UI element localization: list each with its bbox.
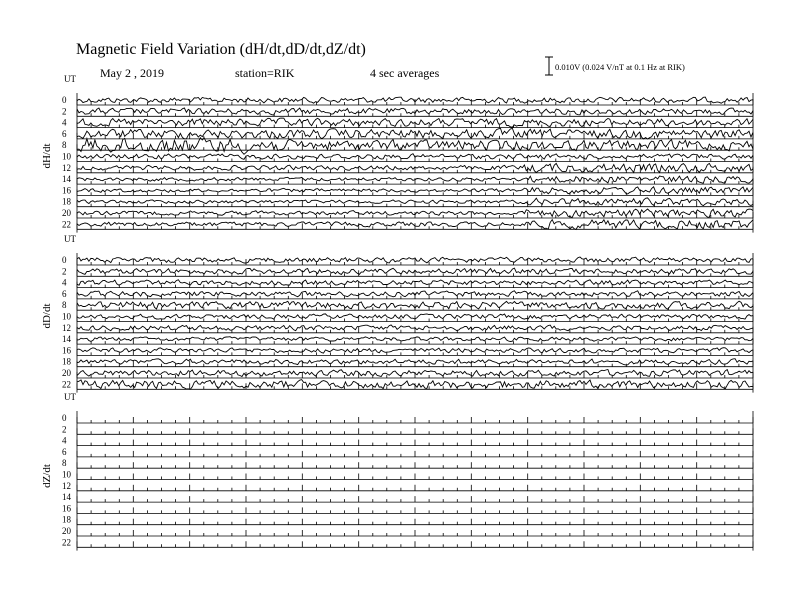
scale-bar-label: 0.010V (0.024 V/nT at 0.1 Hz at RIK) <box>555 62 685 72</box>
ut-row-label: 6 <box>62 288 67 299</box>
ut-row-label: 4 <box>62 117 67 128</box>
dd-dt-axis-label: dD/dt <box>41 303 53 329</box>
ut-row-label: 10 <box>62 151 71 162</box>
date-label: May 2 , 2019 <box>100 66 164 80</box>
ut-row-label: 14 <box>62 174 71 185</box>
averaging-label: 4 sec averages <box>370 66 440 80</box>
dh-dt-axis-label: dH/dt <box>41 143 53 169</box>
ut-row-label: 10 <box>62 311 71 322</box>
ut-row-label: 16 <box>62 185 71 196</box>
scale-bar <box>545 57 553 75</box>
dd-dt-ut-title: UT <box>64 234 76 244</box>
ut-row-label: 18 <box>62 356 71 367</box>
ut-row-label: 8 <box>62 458 67 469</box>
ut-row-label: 8 <box>62 300 67 311</box>
ut-row-label: 6 <box>62 128 67 139</box>
ut-row-label: 14 <box>62 492 71 503</box>
ut-row-label: 6 <box>62 446 67 457</box>
ut-row-label: 20 <box>62 368 71 378</box>
dz-dt-axis-label: dZ/dt <box>41 464 53 488</box>
dh-dt-ut-title: UT <box>64 74 76 84</box>
ut-row-label: 18 <box>62 196 71 207</box>
ut-row-label: 18 <box>62 514 71 525</box>
ut-row-label: 0 <box>62 255 67 265</box>
chart-title: Magnetic Field Variation (dH/dt,dD/dt,dZ/dt) <box>76 41 366 58</box>
ut-row-label: 16 <box>62 503 71 514</box>
ut-row-label: 12 <box>62 480 71 491</box>
dh-dt-panel <box>41 74 753 233</box>
ut-row-label: 12 <box>62 322 71 333</box>
ut-row-label: 2 <box>62 424 67 435</box>
station-label: station=RIK <box>235 66 295 80</box>
ut-row-label: 8 <box>62 140 67 151</box>
ut-row-label: 4 <box>62 277 67 288</box>
ut-row-label: 4 <box>62 435 67 446</box>
ut-row-label: 16 <box>62 345 71 356</box>
ut-row-label: 22 <box>62 379 71 390</box>
dz-dt-ut-title: UT <box>64 392 76 402</box>
ut-row-label: 22 <box>62 537 71 548</box>
ut-row-label: 2 <box>62 266 67 277</box>
ut-row-label: 20 <box>62 526 71 536</box>
ut-row-label: 0 <box>62 95 67 105</box>
dz-dt-panel <box>41 392 753 551</box>
ut-row-label: 2 <box>62 106 67 117</box>
ut-row-label: 12 <box>62 162 71 173</box>
ut-row-label: 0 <box>62 413 67 423</box>
ut-row-label: 20 <box>62 208 71 218</box>
ut-row-label: 14 <box>62 334 71 345</box>
ut-row-label: 10 <box>62 469 71 480</box>
dd-dt-panel <box>41 234 753 393</box>
ut-row-label: 22 <box>62 219 71 230</box>
